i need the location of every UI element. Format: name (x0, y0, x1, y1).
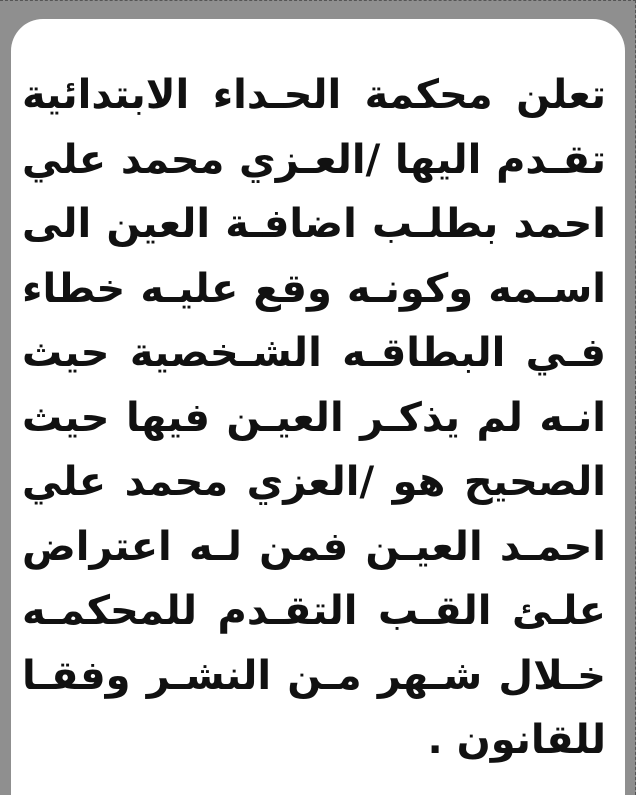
notice-line: احمد بطلـب اضافـة العين الى (22, 201, 606, 247)
court-notice-text (22, 63, 606, 773)
notice-line: انـه لم يذكـر العيـن فيها حيث (22, 394, 606, 441)
notice-line: تقـدم اليها /العـزي محمد علي (22, 136, 606, 183)
notice-line: احمـد العيـن فمن لـه اعتراض (22, 523, 606, 570)
notice-line: خـلال شـهر مـن النشـر وفقـا (22, 652, 606, 699)
notice-line: علـئ القـب التقـدم للمحكمـه (22, 588, 606, 634)
notice-line: فـي البطاقـه الشـخصية حيث (22, 330, 606, 376)
notice-line: الصحيح هو /العزي محمد علي (22, 459, 606, 505)
notice-line: تعلن محكمة الحـداء الابتدائية (22, 72, 606, 118)
notice-line: للقانون . (427, 717, 606, 763)
notice-line: اسـمه وكونـه وقع عليـه خطاء (22, 265, 606, 312)
